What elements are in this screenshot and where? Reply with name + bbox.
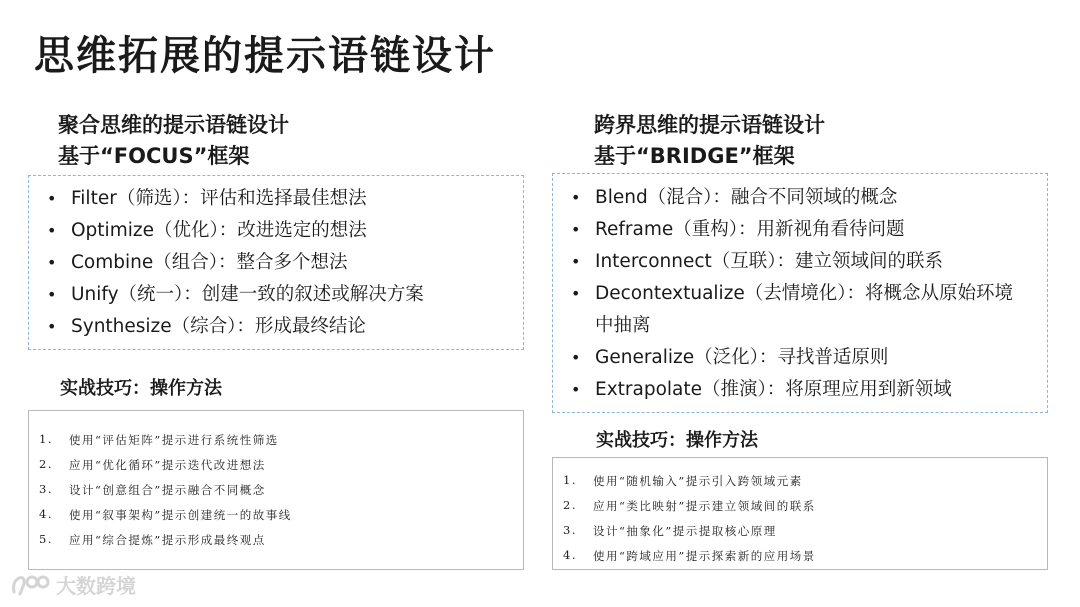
left-tips-label: 实战技巧：操作方法: [60, 378, 222, 399]
watermark-text: 大数跨境: [56, 574, 136, 598]
left-tips-box: [28, 410, 524, 570]
list-item: 1. 使用“随机输入”提示引入跨领域元素: [563, 473, 803, 488]
list-item: 2. 应用“优化循环”提示迭代改进想法: [39, 457, 266, 472]
list-item: • Optimize（优化）：改进选定的想法: [47, 220, 367, 241]
list-item: 4. 使用“叙事架构”提示创建统一的故事线: [39, 507, 292, 522]
right-heading: [594, 110, 825, 172]
right-tips-list: [563, 473, 1047, 573]
page-title: 思维拓展的提示语链设计: [34, 33, 496, 79]
left-heading: [58, 110, 289, 172]
list-item: • Synthesize（综合）：形成最终结论: [47, 316, 366, 337]
right-heading-line1: 跨界思维的提示语链设计: [594, 113, 825, 137]
list-item: 3. 设计“抽象化”提示提取核心原理: [563, 523, 777, 538]
left-tips-list: [39, 432, 523, 557]
left-framework-box: [28, 175, 524, 350]
list-item: • Interconnect（互联）：建立领域间的联系: [571, 251, 944, 272]
right-framework-box: [552, 173, 1048, 413]
list-item: • Extrapolate（推演）：将原理应用到新领域: [571, 379, 952, 400]
list-item: 3. 设计“创意组合”提示融合不同概念: [39, 482, 266, 497]
list-item: 1. 使用“评估矩阵”提示进行系统性筛选: [39, 432, 279, 447]
list-item: 5. 应用“综合提炼”提示形成最终观点: [39, 532, 266, 547]
right-bullet-list: [553, 182, 1029, 406]
left-heading-line2: 基于“FOCUS”框架: [58, 144, 250, 168]
list-item: • Reframe（重构）：用新视角看待问题: [571, 219, 905, 240]
list-item: 4. 使用“跨域应用”提示探索新的应用场景: [563, 548, 816, 563]
list-item: • Blend（混合）：融合不同领域的概念: [571, 187, 898, 208]
logo-icon: [10, 572, 50, 598]
watermark: [10, 570, 136, 599]
list-item: • Combine（组合）：整合多个想法: [47, 252, 348, 273]
list-item: • Filter（筛选）：评估和选择最佳想法: [47, 188, 367, 209]
left-heading-line1: 聚合思维的提示语链设计: [58, 113, 289, 137]
list-item: • Generalize（泛化）：寻找普适原则: [571, 347, 889, 368]
left-bullet-list: [29, 183, 523, 343]
right-tips-label: 实战技巧：操作方法: [596, 430, 758, 451]
right-tips-box: [552, 457, 1048, 570]
list-item: • Decontextualize（去情境化）：将概念从原始环境中抽离: [571, 283, 1014, 336]
right-heading-line2: 基于“BRIDGE”框架: [594, 144, 795, 168]
list-item: 2. 应用“类比映射”提示建立领域间的联系: [563, 498, 816, 513]
list-item: • Unify（统一）：创建一致的叙述或解决方案: [47, 284, 424, 305]
